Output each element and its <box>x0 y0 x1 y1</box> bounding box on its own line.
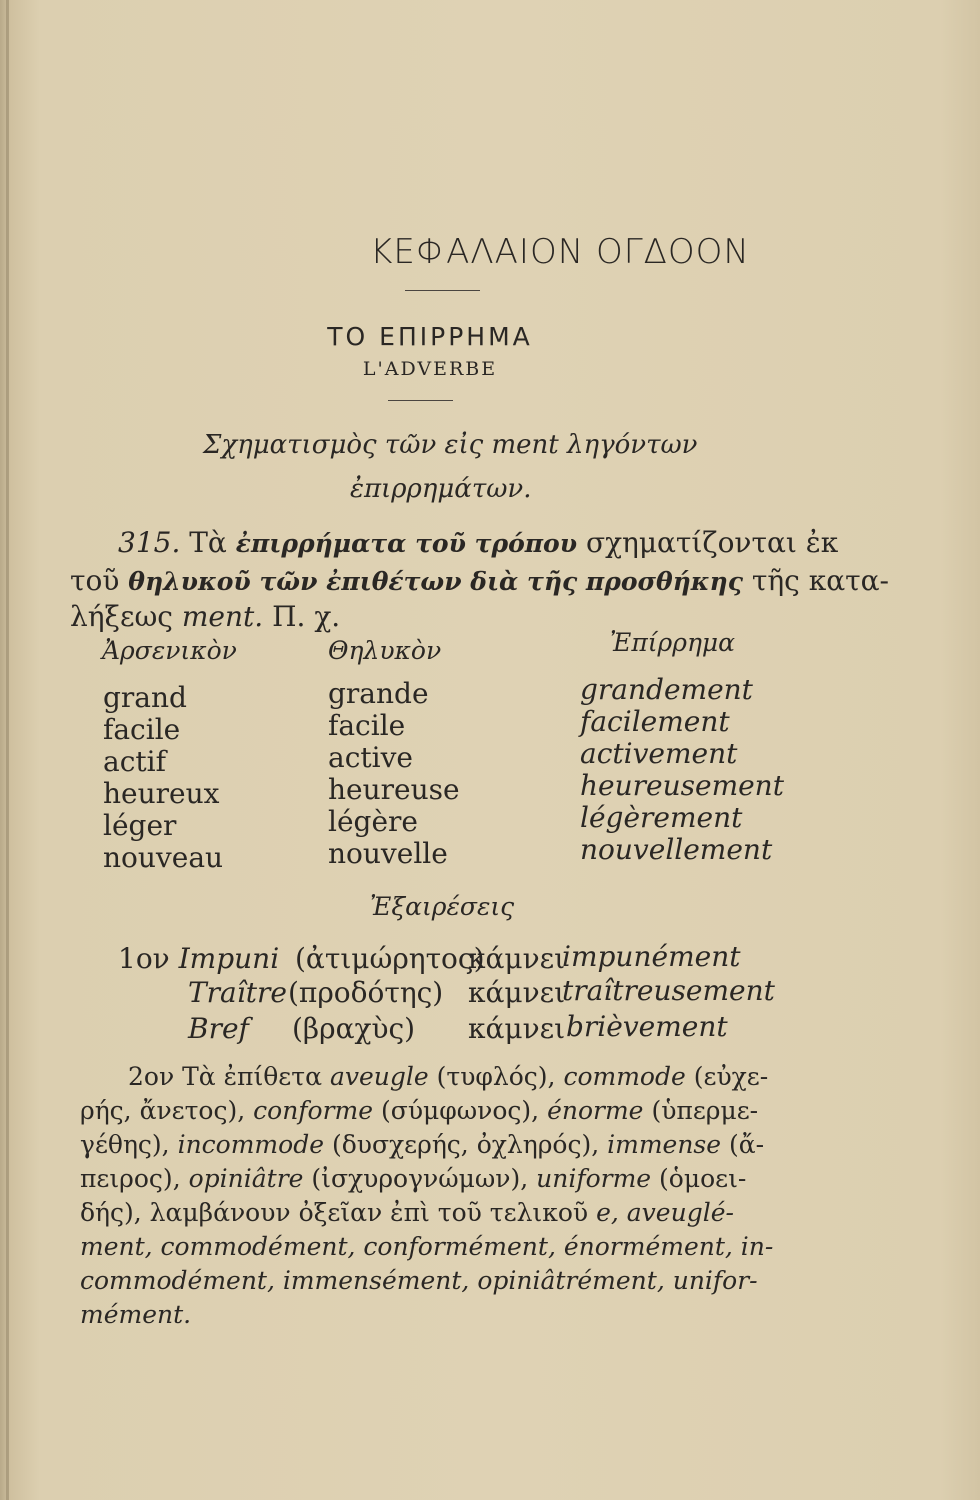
p2-l3-a: γέθης), <box>80 1130 170 1159</box>
p315-l2-a: τοῦ <box>70 564 120 597</box>
p2-l1-b: aveugle <box>329 1062 429 1091</box>
p315-l3-b: ment. <box>181 600 264 633</box>
paragraph-315-line2 <box>70 564 889 597</box>
list-item: facile <box>328 709 406 742</box>
table-header-feminine: Θηλυκὸν <box>328 636 442 665</box>
p2-l4-e: (ὁμοει- <box>659 1164 747 1193</box>
p315-l1-b: ἐπιρρήματα τοῦ τρόπου <box>235 529 578 558</box>
p2-l3-c: (δυσχερής, ὀχληρός), <box>331 1130 600 1159</box>
section-heading-line2: ἐπιρρημάτων. <box>350 474 532 504</box>
list-item: léger <box>103 809 177 842</box>
exception-gloss: (ἀτιμώρητος) <box>295 942 485 975</box>
exception-gloss: (προδότης) <box>288 976 444 1009</box>
section-title: ΤΟ ΕΠΙΡΡΗΜΑ <box>327 322 533 351</box>
p2-l4-c: (ἰσχυρογνώμων), <box>311 1164 529 1193</box>
column-feminine <box>328 678 460 870</box>
exception-word: Bref <box>188 1012 249 1045</box>
paragraph-2-line5 <box>80 1198 734 1227</box>
p2-l2-c: (σύμφωνος), <box>381 1096 540 1125</box>
exceptions-heading: Ἐξαιρέσεις <box>370 892 515 921</box>
list-item: active <box>328 741 413 774</box>
p2-l3-e: (ἄ- <box>729 1130 765 1159</box>
list-item: nouveau <box>103 841 224 874</box>
paragraph-2-line2 <box>80 1096 758 1125</box>
exception-gloss: (βραχὺς) <box>292 1012 416 1045</box>
p2-l4-d: uniforme <box>536 1164 652 1193</box>
column-adverb <box>580 674 784 866</box>
heading-text-c: ληγόντων <box>567 430 698 460</box>
exception-result: impunément <box>562 940 741 973</box>
page-spine-edge <box>6 0 9 1500</box>
divider-bottom <box>388 400 453 401</box>
p2-l2-d: énorme <box>547 1096 644 1125</box>
p2-l2-b: conforme <box>253 1096 374 1125</box>
p315-l3-a: λήξεως <box>70 600 173 633</box>
list-item: nouvellement <box>580 833 773 866</box>
list-item: grand <box>103 681 187 714</box>
p315-l1-a: Τὰ <box>189 526 227 559</box>
p2-l2-e: (ὑπερμε- <box>651 1096 759 1125</box>
list-item: légèrement <box>580 801 743 834</box>
paragraph-2-line3 <box>80 1130 764 1159</box>
list-item: actif <box>103 745 166 778</box>
exception-row <box>118 942 279 975</box>
exception-word: Traître <box>188 976 287 1009</box>
p2-l5-c: aveuglé- <box>626 1198 734 1227</box>
paragraph-2-line4 <box>80 1164 746 1193</box>
exception-num: 1ον <box>118 942 170 975</box>
list-item: grandement <box>580 673 753 706</box>
paragraph-315-line3 <box>70 600 340 633</box>
paragraph-2-line7: commodément, immensément, opiniâtrément, unifor- <box>80 1266 758 1295</box>
p2-l1-c: (τυφλός), <box>436 1062 556 1091</box>
list-item: nouvelle <box>328 837 448 870</box>
list-item: facile <box>103 713 181 746</box>
heading-text-b: ment <box>491 430 559 460</box>
p315-l3-c: Π. χ. <box>272 600 341 633</box>
table-header-masculine: Ἀρσενικὸν <box>102 636 237 665</box>
list-item: heureux <box>103 777 220 810</box>
paragraph-315-line1 <box>118 526 838 559</box>
list-item: facilement <box>580 705 730 738</box>
p2-l5-b: e, <box>596 1198 619 1227</box>
list-item: activement <box>580 737 738 770</box>
table-header-adverb: Ἐπίρρημα <box>610 628 736 657</box>
p2-l1-d: commode <box>563 1062 686 1091</box>
p315-l2-c: τῆς κατα- <box>751 564 889 597</box>
exception-word: Impuni <box>178 942 280 975</box>
section-heading-line1 <box>203 430 697 460</box>
chapter-title: ΚΕΦΑΛΑΙΟΝ ΟΓΔΟΟΝ <box>370 232 750 272</box>
heading-text-a: Σχηματισμὸς τῶν εἰς <box>203 430 484 460</box>
paragraph-2-line6: ment, commodément, conformément, énormément, in- <box>80 1232 774 1261</box>
p2-l5-a: δής), λαμβάνουν ὀξεῖαν ἐπὶ τοῦ τελικοῦ <box>80 1198 589 1227</box>
p2-l1-e: (εὐχε- <box>693 1062 769 1091</box>
list-item: heureusement <box>580 769 784 802</box>
p2-l3-b: incommode <box>177 1130 324 1159</box>
paragraph-number: 315. <box>118 526 181 559</box>
p2-l2-a: ρής, ἄνετος), <box>80 1096 246 1125</box>
exception-result: brièvement <box>566 1010 728 1043</box>
divider-top <box>405 290 480 291</box>
p2-l4-b: opiniâtre <box>188 1164 304 1193</box>
p315-l1-c: σχηματίζονται ἐκ <box>585 526 839 559</box>
section-subtitle: L'ADVERBE <box>362 358 498 380</box>
column-masculine <box>103 682 223 874</box>
exception-verb: κάμνει <box>468 976 566 1009</box>
exception-result: traîtreusement <box>562 974 775 1007</box>
exception-verb: κάμνει <box>468 1012 566 1045</box>
exception-verb: κάμνει <box>468 942 566 975</box>
paragraph-2-line8: mément. <box>80 1300 192 1329</box>
paragraph-2-line1 <box>128 1062 768 1091</box>
p2-l3-d: immense <box>607 1130 722 1159</box>
list-item: grande <box>328 677 429 710</box>
list-item: heureuse <box>328 773 460 806</box>
p315-l2-b: θηλυκοῦ τῶν ἐπιθέτων διὰ τῆς προσθήκης <box>128 567 743 596</box>
p2-l4-a: πειρος), <box>80 1164 181 1193</box>
p2-l1-a: 2ον Τὰ ἐπίθετα <box>128 1062 322 1091</box>
list-item: légère <box>328 805 418 838</box>
